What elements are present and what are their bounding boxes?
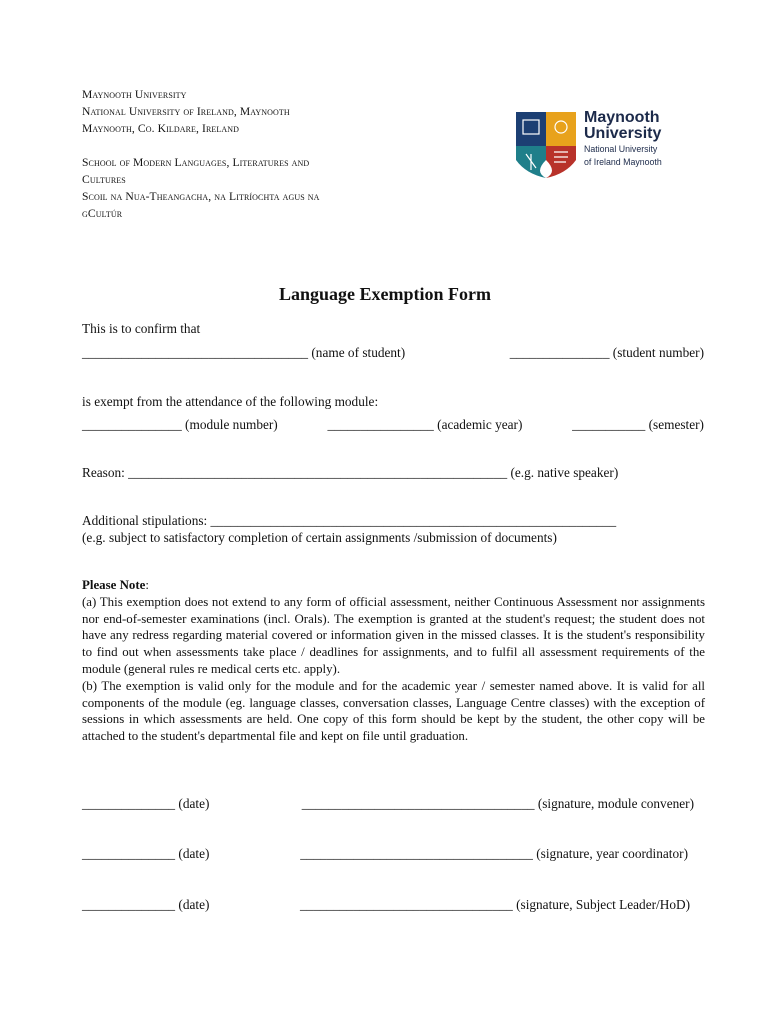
additional-stipulations-field[interactable]: Additional stipulations: _____________________________________________________________ [82, 513, 617, 528]
school-name-line1: School of Modern Languages, Literatures and [82, 156, 310, 169]
signature-row-year-coordinator [82, 846, 688, 862]
logo-wordmark [584, 110, 662, 167]
signature-field[interactable]: ________________________________ (signature, Subject Leader/HoD) [300, 897, 690, 912]
signature-field[interactable]: ___________________________________ (signature, year coordinator) [300, 846, 688, 861]
additional-stipulations-hint: (e.g. subject to satisfactory completion of certain assignments /submission of documents) [82, 530, 557, 545]
confirm-text: This is to confirm that [82, 321, 201, 336]
logo-sub-line2: of Ireland Maynooth [584, 156, 662, 167]
scoil-name-line1: Scoil na Nua-Theangacha, na Litríochta agus na [82, 190, 320, 203]
please-note-colon: : [145, 578, 149, 592]
university-logo [514, 110, 679, 180]
module-row [82, 417, 704, 433]
note-paragraph-b: (b) The exemption is valid only for the module and for the academic year / semester named above. It is valid for all components of the module (eg. language classes, conversation classes, Language Centre classes) with the exception of sessions in which assessments are held. One copy of this form should be kept by the student, the other copy will be attached to the student's departmental file and kept on file until graduation. [82, 678, 705, 744]
school-name-line2: Cultures [82, 173, 126, 186]
student-row [82, 345, 704, 361]
exempt-text: is exempt from the attendance of the following module: [82, 394, 379, 409]
date-field[interactable]: ______________ (date) [82, 897, 210, 912]
national-university-name: National University of Ireland, Maynooth [82, 105, 290, 118]
address: Maynooth, Co. Kildare, Ireland [82, 122, 240, 135]
institution-header [82, 86, 320, 222]
signature-row-subject-leader [82, 897, 690, 913]
student-number-field[interactable]: _______________ (student number) [509, 345, 704, 360]
note-paragraph-a: (a) This exemption does not extend to any form of official assessment, neither Continuous Assessment nor assignments nor end-of-semester examinations (incl. Orals). The exemption is granted at the student's request; the student does not have any redress regarding material covered or information given in the missed classes. It is the student's responsibility to find out when assessments take place / deadlines for assignments, and to fulfil all assessment requirements of the module (general rules re medical certs etc. apply). [82, 594, 705, 676]
date-field[interactable]: ______________ (date) [82, 846, 210, 861]
crest-icon [514, 110, 578, 180]
academic-year-field[interactable]: ________________ (academic year) [327, 417, 523, 432]
date-field[interactable]: ______________ (date) [82, 796, 210, 811]
university-name: Maynooth University [82, 88, 187, 101]
logo-sub-line1: National University [584, 144, 658, 154]
signature-row-module-convener [82, 796, 694, 812]
student-name-field[interactable]: __________________________________ (name of student) [82, 345, 406, 360]
please-note-heading: Please Note [82, 578, 146, 592]
scoil-name-line2: gCultúr [82, 207, 123, 220]
form-title: Language Exemption Form [278, 284, 491, 304]
signature-field[interactable]: ___________________________________ (signature, module convener) [301, 796, 694, 811]
logo-name-line1: Maynooth [584, 109, 660, 126]
logo-name-line2: University [584, 125, 662, 142]
reason-field[interactable]: Reason: _________________________________________________________ (e.g. native speaker) [82, 465, 619, 480]
semester-field[interactable]: ___________ (semester) [572, 417, 704, 432]
module-number-field[interactable]: _______________ (module number) [82, 417, 278, 432]
please-note-section [82, 577, 705, 745]
